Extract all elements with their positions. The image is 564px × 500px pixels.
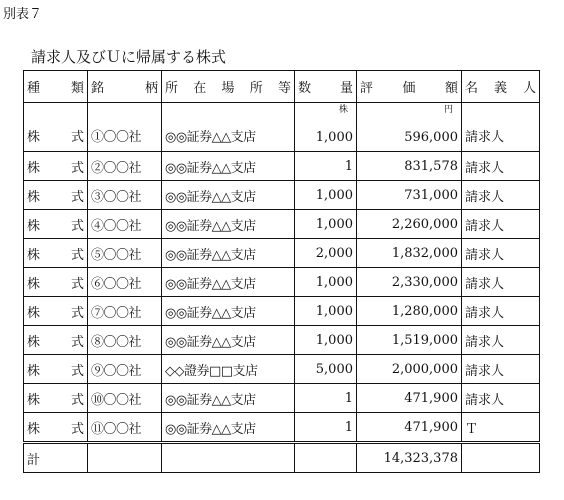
header-location: 所在場所等 — [162, 71, 295, 103]
cell-type: 株式 — [24, 152, 88, 181]
cell-value: 2,260,000 — [357, 210, 462, 239]
cell-value: 2,330,000 — [357, 268, 462, 297]
cell-issue: ⑦〇〇社 — [88, 297, 162, 326]
cell-value: 471,900 — [357, 413, 462, 443]
cell-quantity: 2,000 — [295, 239, 357, 268]
total-empty-location — [162, 443, 295, 473]
cell-issue: ⑥〇〇社 — [88, 268, 162, 297]
cell-type: 株式 — [24, 268, 88, 297]
total-value: 14,323,378 — [357, 443, 462, 473]
cell-quantity: 1,000 — [295, 297, 357, 326]
cell-type: 株式 — [24, 384, 88, 413]
cell-value: 471,900 — [357, 384, 462, 413]
cell-location: ◇◇證券□□支店 — [162, 355, 295, 384]
table-row — [24, 384, 540, 413]
stock-table — [23, 70, 540, 473]
cell-holder: 請求人 — [462, 239, 540, 268]
cell-quantity — [295, 103, 357, 152]
table-row — [24, 152, 540, 181]
cell-location: ◎◎証券△△支店 — [162, 297, 295, 326]
cell-holder: 請求人 — [462, 297, 540, 326]
cell-issue: ⑩〇〇社 — [88, 384, 162, 413]
cell-issue: ①〇〇社 — [88, 103, 162, 152]
table-row — [24, 413, 540, 443]
document-label: 別表７ — [3, 7, 43, 22]
cell-location: ◎◎証券△△支店 — [162, 326, 295, 355]
cell-holder: 請求人 — [462, 384, 540, 413]
header-row — [24, 71, 540, 103]
table-row — [24, 239, 540, 268]
cell-value: 1,832,000 — [357, 239, 462, 268]
cell-quantity: 1 — [295, 413, 357, 443]
cell-quantity: 1,000 — [295, 326, 357, 355]
cell-type: 株式 — [24, 355, 88, 384]
cell-value-amount: 596,000 — [404, 130, 458, 145]
cell-issue: ②〇〇社 — [88, 152, 162, 181]
cell-type: 株式 — [24, 413, 88, 443]
cell-type: 株式 — [24, 239, 88, 268]
unit-shares: 株 — [338, 105, 348, 115]
table-row — [24, 355, 540, 384]
cell-value: 2,000,000 — [357, 355, 462, 384]
cell-location: ◎◎証券△△支店 — [162, 268, 295, 297]
header-value: 評価額 — [357, 71, 462, 103]
cell-location: ◎◎証券△△支店 — [162, 181, 295, 210]
table-row — [24, 326, 540, 355]
cell-type: 株式 — [24, 210, 88, 239]
cell-type: 株式 — [24, 326, 88, 355]
document-title: 請求人及びＵに帰属する株式 — [31, 48, 227, 66]
header-quantity: 数量 — [295, 71, 357, 103]
cell-holder: Ｔ — [462, 413, 540, 443]
cell-value: 831,578 — [357, 152, 462, 181]
cell-holder: 請求人 — [462, 268, 540, 297]
cell-type: 株式 — [24, 103, 88, 152]
header-holder: 名義人 — [462, 71, 540, 103]
cell-type: 株式 — [24, 181, 88, 210]
cell-holder: 請求人 — [462, 210, 540, 239]
table-row — [24, 297, 540, 326]
cell-holder: 請求人 — [462, 152, 540, 181]
cell-quantity: 1 — [295, 152, 357, 181]
table-row — [24, 181, 540, 210]
cell-value: 1,519,000 — [357, 326, 462, 355]
cell-holder: 請求人 — [462, 326, 540, 355]
cell-value: 1,280,000 — [357, 297, 462, 326]
cell-location: ◎◎証券△△支店 — [162, 210, 295, 239]
cell-issue: ⑪〇〇社 — [88, 413, 162, 443]
table-row — [24, 210, 540, 239]
cell-location: ◎◎証券△△支店 — [162, 103, 295, 152]
cell-location: ◎◎証券△△支店 — [162, 413, 295, 443]
cell-issue: ④〇〇社 — [88, 210, 162, 239]
unit-yen: 円 — [443, 105, 453, 115]
table-row — [24, 268, 540, 297]
total-label: 計 — [24, 443, 88, 473]
cell-holder: 請求人 — [462, 103, 540, 152]
header-type: 種類 — [24, 71, 88, 103]
cell-quantity-value: 1,000 — [315, 130, 353, 145]
cell-issue: ⑧〇〇社 — [88, 326, 162, 355]
cell-quantity: 1,000 — [295, 268, 357, 297]
cell-value — [357, 103, 462, 152]
header-issue: 銘柄 — [88, 71, 162, 103]
cell-quantity: 1,000 — [295, 181, 357, 210]
total-empty-issue — [88, 443, 162, 473]
total-empty-quantity — [295, 443, 357, 473]
cell-quantity: 5,000 — [295, 355, 357, 384]
cell-location: ◎◎証券△△支店 — [162, 384, 295, 413]
cell-quantity: 1 — [295, 384, 357, 413]
cell-location: ◎◎証券△△支店 — [162, 152, 295, 181]
cell-type: 株式 — [24, 297, 88, 326]
cell-quantity: 1,000 — [295, 210, 357, 239]
cell-issue: ⑤〇〇社 — [88, 239, 162, 268]
table-row — [24, 103, 540, 152]
cell-value: 731,000 — [357, 181, 462, 210]
cell-issue: ⑨〇〇社 — [88, 355, 162, 384]
cell-issue: ③〇〇社 — [88, 181, 162, 210]
cell-holder: 請求人 — [462, 181, 540, 210]
total-empty-holder — [462, 443, 540, 473]
cell-holder: 請求人 — [462, 355, 540, 384]
cell-location: ◎◎証券△△支店 — [162, 239, 295, 268]
total-row — [24, 443, 540, 473]
